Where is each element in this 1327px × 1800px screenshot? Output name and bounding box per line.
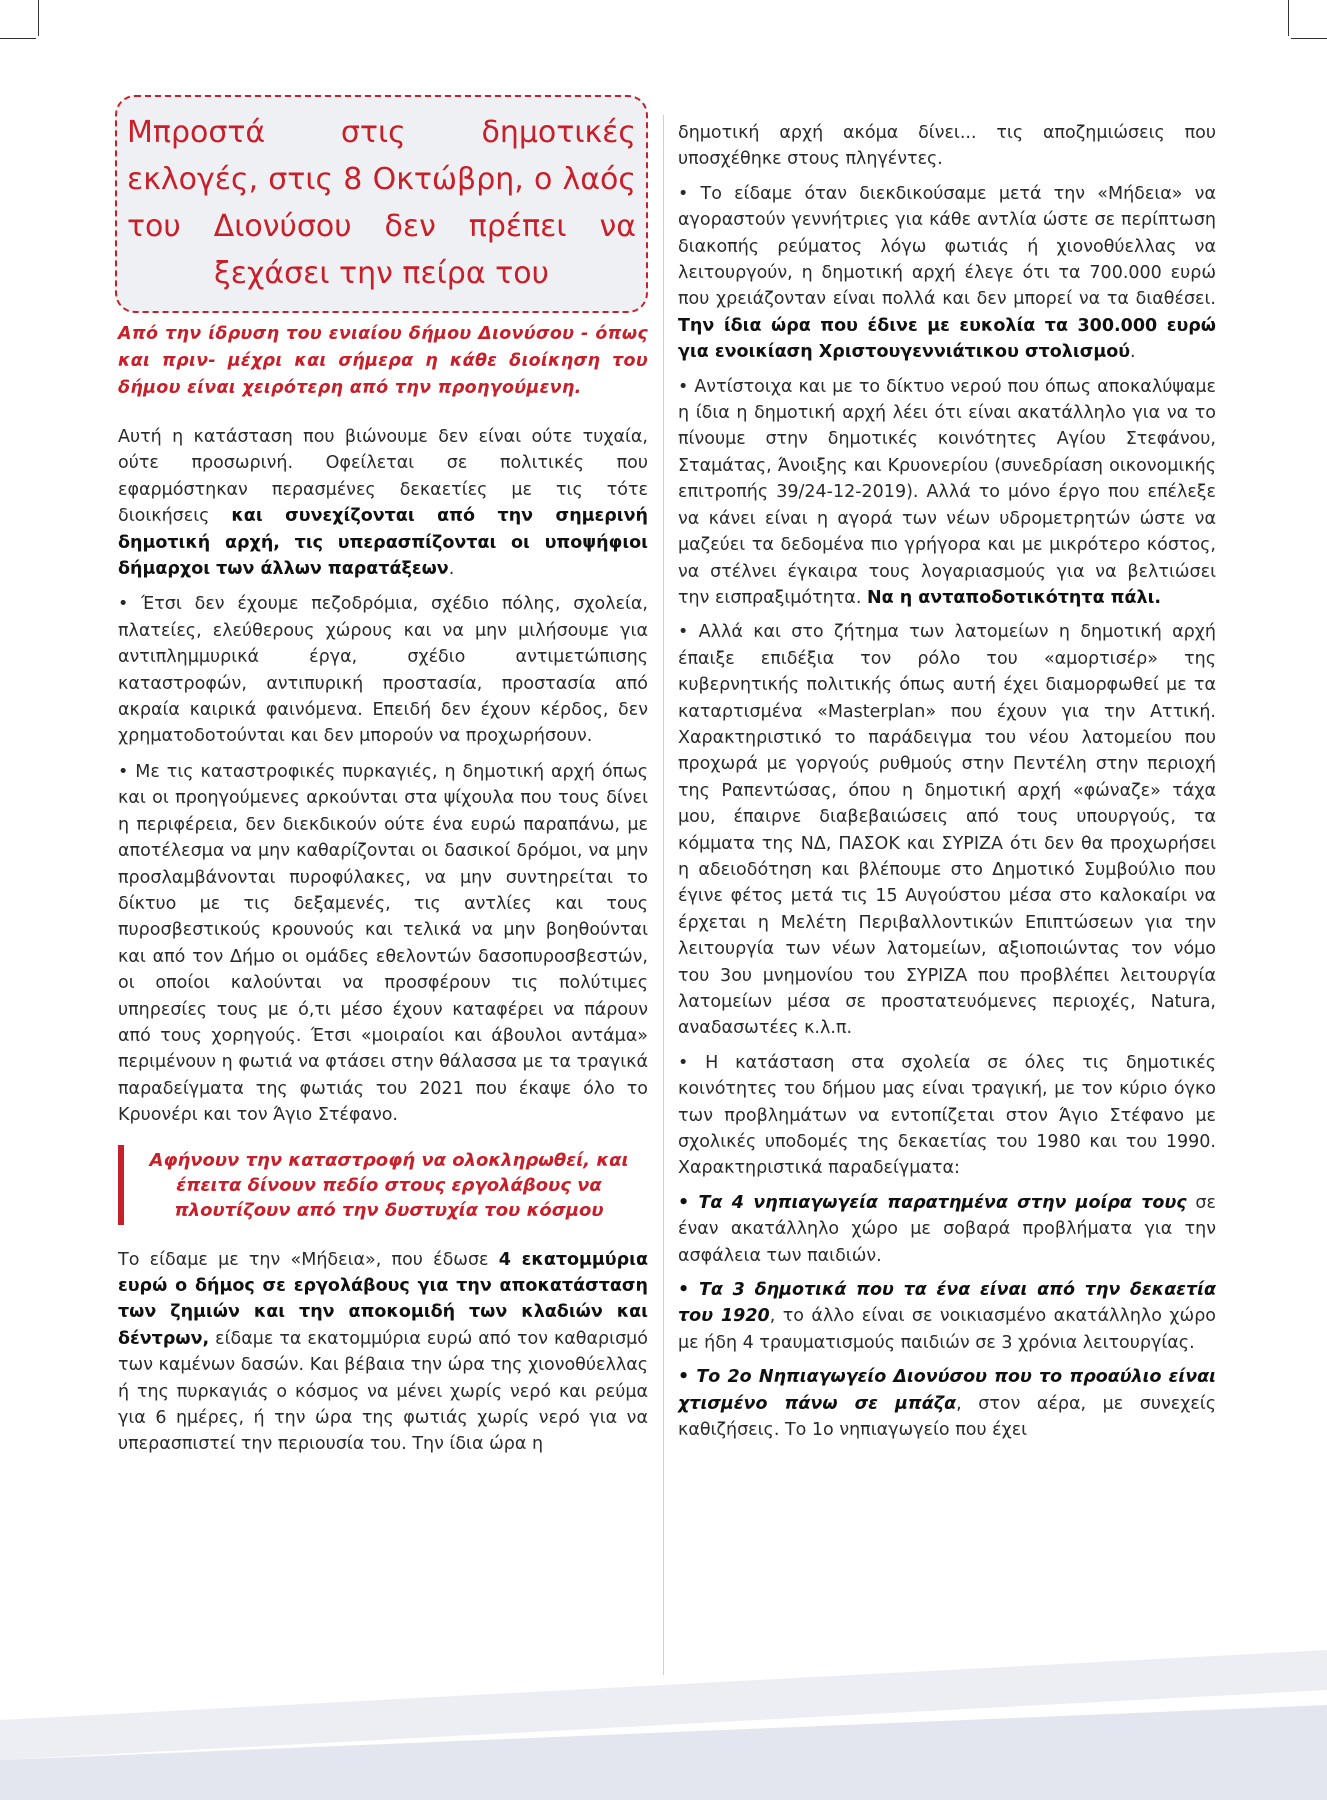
right-column <box>678 120 1216 1452</box>
crop-mark <box>1288 0 1289 36</box>
crop-mark <box>38 0 39 36</box>
lead-paragraph: Από την ίδρυση του ενιαίου δήμου Διονύσου - όπως και πριν- μέχρι και σήμερα η κάθε διοίκηση του δήμου είναι χειρότερη από την προηγούμενη. <box>118 324 648 398</box>
text: • Το είδαμε όταν διεκδικούσαμε μετά την «Μήδεια» να αγοραστούν γεννήτριες για κάθε αντλία ώστε σε περίπτωση διακοπής ρεύματος λόγω φωτιάς ή χιονοθύελλας να λειτουργούν, η δημοτική αρχή έλεγε ότι τα 700.000 ευρώ που χρειάζονταν είναι πολλά και δεν μπορεί να τα διαθέσει. <box>678 183 1216 310</box>
paragraph: • Αλλά και στο ζήτημα των λατομείων η δημοτική αρχή έπαιξε επιδέξια τον ρόλο του «αμορτισέρ» της κυβερνητικής πολιτικής όπως αυτή έχει διαμορφωθεί με τα καταρτισμένα «Masterplan» που έχουν για την Αττική. Χαρακτηριστικό το παράδειγμα του νέου λατομείου που προχωρά με γοργούς ρυθμούς στην Πεντέλη στην περιοχή της Ραπεντώσας, όπου η δημοτική αρχή «φώναζε» τάχα μου, έπαιρνε διαβεβαιώσεις από τους υπουργούς, τα κόμματα της ΝΔ, ΠΑΣΟΚ και ΣΥΡΙΖΑ ότι δεν θα προχωρήσει η αδειοδότηση και βλέπουμε στο Δημοτικό Συμβούλιο που έγινε φέτος μετά τις 15 Αυγούστου μέσα στο καλοκαίρι να έρχεται η Μελέτη Περιβαλλοντικών Επιπτώσεων για την λειτουργία των νέων λατομείων, αξιοποιώντας τον νόμο του 3ου μνημονίου του ΣΥΡΙΖΑ που προβλέπει λειτουργία λατομείων μέσα σε προστατευόμενες περιοχές, Natura, αναδασωτέες κ.λ.π. <box>678 622 1216 1039</box>
text: • Αντίστοιχα και με το δίκτυο νερού που όπως αποκαλύψαμε η ίδια η δημοτική αρχή λέει ότι είναι ακατάλληλο για να το πίνουμε στην δημοτικές κοινότητες Αγίου Στεφάνου, Σταμάτας, Άνοιξης και Κρυονερίου (συνεδρίαση οικονομικής επιτροπής 39/24-12-2019). Αλλά το μόνο έργο που επέλεξε να κάνει είναι η αγορά των νέων υδρομετρητών ώστε να μαζεύει τα δεδομένα πιο γρήγορα και με μικρότερο κόστος, να στέλνει έγκαιρα τους λογαριασμούς για να βελτιώσει την εισπραξιμότητα. <box>678 376 1216 608</box>
paragraph <box>678 1364 1216 1443</box>
bold-text: 4 εκατομμύρια ευρώ ο δήμος σε εργολάβους για την αποκατάσταση των ζημιών και την αποκομιδή των κλαδιών και δέντρων, <box>118 1249 648 1349</box>
column-divider <box>663 115 664 1675</box>
paragraph <box>118 1247 648 1458</box>
crop-mark <box>0 1761 36 1762</box>
paragraph <box>678 1190 1216 1269</box>
paragraph: • Έτσι δεν έχουμε πεζοδρόμια, σχέδιο πόλης, σχολεία, πλατείες, ελεύθερους χώρους και να μην μιλήσουμε για αντιπλημμυρικά έργα, σχέδιο αντιμετώπισης καταστροφών, αντιπυρική προστασία, προστασία από ακραία καιρικά φαινόμενα. Επειδή δεν έχουν κέρδος, δεν χρηματοδοτούνται και δεν μπορούν να προχωρήσουν. <box>118 594 648 747</box>
text: σε έναν ακατάλληλο χώρο με σοβαρά προβλήματα για την ασφάλεια των παιδιών. <box>678 1192 1216 1266</box>
article <box>103 95 1233 1695</box>
pull-quote: Αφήνουν την καταστροφή να ολοκληρωθεί, και έπειτα δίνουν πεδίο στους εργολάβους να πλουτίζουν από την δυστυχία του κόσμου <box>118 1145 648 1225</box>
paragraph <box>678 1277 1216 1356</box>
paragraph <box>678 181 1216 366</box>
crop-mark <box>38 1764 39 1800</box>
text: , στον αέρα, με συνεχείς καθιζήσεις. Το 1ο νηπιαγωγείο που έχει <box>678 1393 1216 1441</box>
left-column <box>118 95 648 1467</box>
paragraph: • Με τις καταστροφικές πυρκαγιές, η δημοτική αρχή όπως και οι προηγούμενες αρκούνται στα ψίχουλα που τους δίνει η περιφέρεια, δεν διεκδικούν ούτε ένα ευρώ παραπάνω, με αποτέλεσμα να μην καθαρίζονται οι δασικοί δρόμοι, να μην προσλαμβάνονται πυροφύλακες, να μην συντηρείται το δίκτυο με τις δεξαμενές, τις αντλίες και τους πυροσβεστικούς κρουνούς και τελικά να μην βοηθούνται και από τον Δήμο οι ομάδες εθελοντών δασοπυροσβεστών, οι οποίοι καλούνται να προσφέρουν τις πολύτιμες υπηρεσίες τους με ό,τι μέσο έχουν καταφέρει να πάρουν από τους χορηγούς. Έτσι «μοιραίοι και άβουλοι αντάμα» περιμένουν η φωτιά να φτάσει στην θάλασσα με τα τραγικά παραδείγματα της φωτιάς του 2021 που έκαψε όλο το Κρυονέρι και τον Άγιο Στέφανο. <box>118 761 648 1126</box>
bold-italic-text: • Το 2ο Νηπιαγωγείο Διονύσου που το προαύλιο είναι χτισμένο πάνω σε μπάζα <box>678 1367 1216 1414</box>
paragraph <box>118 424 648 582</box>
text: . <box>1130 342 1136 363</box>
bold-italic-text: • Τα 3 δημοτικά που τα ένα είναι από την δεκαετία του 1920 <box>678 1280 1216 1327</box>
bold-italic-text: • Τα 4 νηπιαγωγεία παρατημένα στην μοίρα τους <box>678 1192 1187 1213</box>
text: . <box>448 559 455 580</box>
bold-text: Την ίδια ώρα που έδινε με ευκολία τα 300.000 ευρώ για ενοικίαση Χριστουγεννιάτικου στολισμού <box>678 315 1216 363</box>
paragraph <box>678 374 1216 612</box>
paragraph: • Η κατάσταση στα σχολεία σε όλες τις δημοτικές κοινότητες του δήμου μας είναι τραγική, με τον κύριο όγκο των προβλημάτων να εντοπίζεται στον Άγιο Στέφανο με σχολικές υποδομές της δεκαετίας του 1980 και του 1990. Χαρακτηριστικά παραδείγματα: <box>678 1052 1216 1179</box>
headline-box <box>115 95 648 313</box>
crop-mark <box>1291 1761 1327 1762</box>
bold-text: Να η ανταποδοτικότητα πάλι. <box>866 587 1162 608</box>
text: είδαμε τα εκατομμύρια ευρώ από τον καθαρισμό των καμένων δασών. Και βέβαια την ώρα της χιονοθύελλας ή της πυρκαγιάς ο κόσμος να μένει χωρίς νερό και ρεύμα για 6 ημέρες, ή την ώρα της φωτιάς χωρίς νερό για να υπερασπιστεί την περιουσία του. Την ίδια ώρα η <box>118 1328 648 1455</box>
crop-mark <box>0 38 36 39</box>
text: , το άλλο είναι σε νοικιασμένο ακατάλληλο χώρο με ήδη 4 τραυματισμούς παιδιών σε 3 χρόνια λειτουργίας. <box>678 1306 1217 1353</box>
text: Αυτή η κατάσταση που βιώνουμε δεν είναι ούτε τυχαία, ούτε προσωρινή. Οφείλεται σε πολιτικές που εφαρμόστηκαν περασμένες δεκαετίες με τις τότε διοικήσεις <box>118 427 648 527</box>
crop-mark <box>1288 1764 1289 1800</box>
paragraph: δημοτική αρχή ακόμα δίνει... τις αποζημιώσεις που υποσχέθηκε στους πληγέντες. <box>678 123 1216 170</box>
bold-text: και συνεχίζονται από την σημερινή δημοτική αρχή, τις υπερασπίζονται οι υποψήφιοι δήμαρχοι των άλλων παρατάξεων <box>118 506 648 580</box>
crop-mark <box>1291 38 1327 39</box>
headline: Μπροστά στις δημοτικές εκλογές, στις 8 Οκτώβρη, ο λαός του Διονύσου δεν πρέπει να ξεχάσει την πείρα του <box>127 115 636 291</box>
text: Το είδαμε με την «Μήδεια», που έδωσε <box>118 1249 499 1270</box>
